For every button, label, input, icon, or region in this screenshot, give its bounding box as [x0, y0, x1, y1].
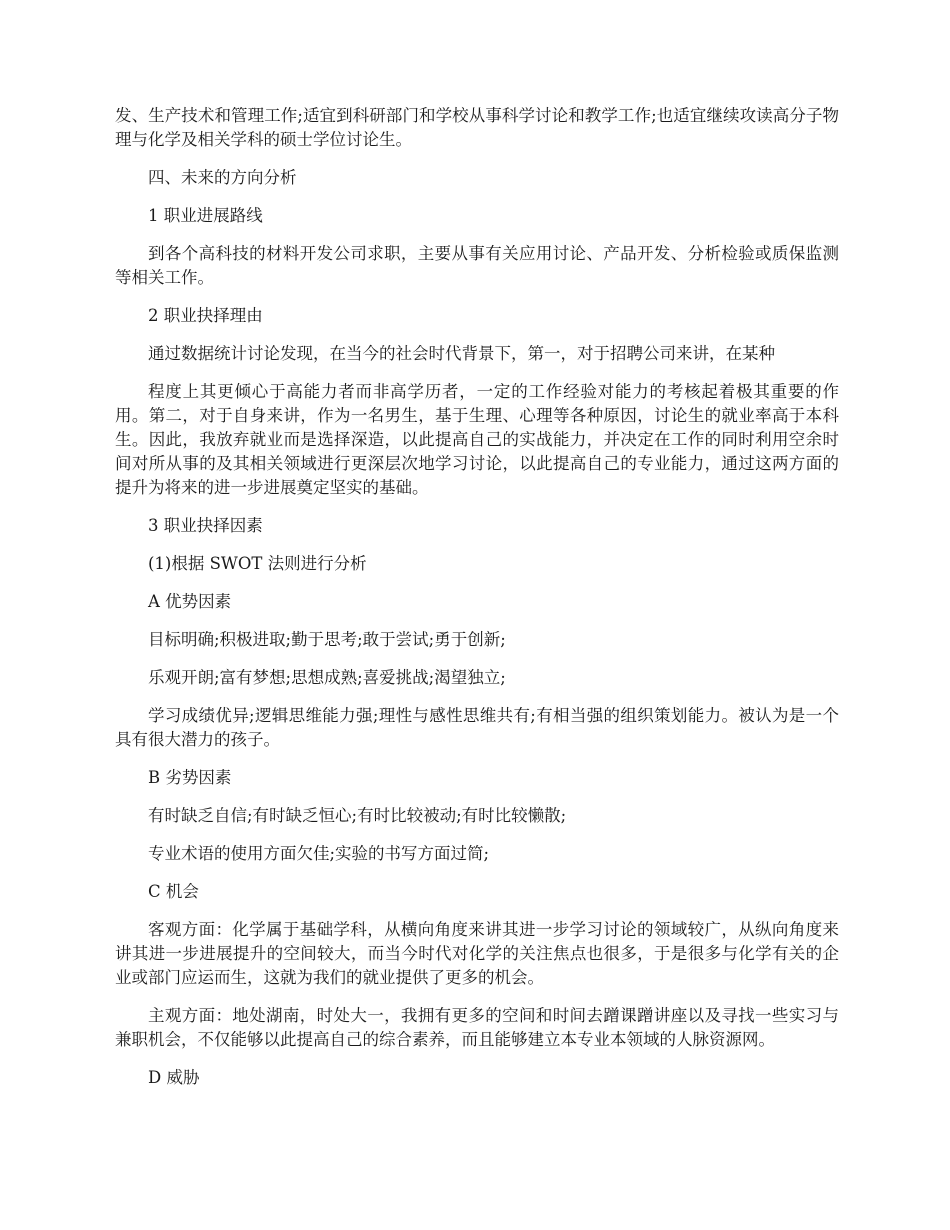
paragraph-continuation: 发、生产技术和管理工作;适宜到科研部门和学校从事科学讨论和教学工作;也适宜继续攻读高分子物理与化学及相关学科的硕士学位讨论生。: [115, 106, 839, 149]
paragraph-opportunities-subjective: 主观方面：地处湖南，时处大一，我拥有更多的空间和时间去蹭课蹭讲座以及寻找一些实习与兼职机会，不仅能够以此提高自己的综合素养，而且能够建立本专业本领域的人脉资源网。: [115, 1006, 839, 1049]
subheading-weaknesses: B 劣势因素: [148, 768, 232, 787]
subheading-career-reason: 2 职业抉择理由: [148, 306, 263, 325]
paragraph-weaknesses-2: 专业术语的使用方面欠佳;实验的书写方面过简;: [148, 844, 490, 863]
subheading-strengths: A 优势因素: [148, 592, 232, 611]
paragraph-career-path: 到各个高科技的材料开发公司求职，主要从事有关应用讨论、产品开发、分析检验或质保监测等相关工作。: [115, 244, 839, 287]
paragraph-opportunities-objective: 客观方面：化学属于基础学科，从横向角度来讲其进一步学习讨论的领域较广，从纵向角度来讲其进一步进展提升的空间较大，而当今时代对化学的关注焦点也很多，于是很多与化学有关的企业或部门应运而生，这就为我们的就业提供了更多的机会。: [115, 920, 839, 987]
paragraph-strengths-3: 学习成绩优异;逻辑思维能力强;理性与感性思维共有;有相当强的组织策划能力。被认为是一个具有很大潜力的孩子。: [115, 706, 839, 749]
subheading-swot: (1)根据 SWOT 法则进行分析: [148, 554, 367, 573]
subheading-opportunities: C 机会: [148, 882, 199, 901]
section-heading-future-direction: 四、未来的方向分析: [148, 168, 297, 187]
paragraph-career-reason-1: 通过数据统计讨论发现，在当今的社会时代背景下，第一，对于招聘公司来讲，在某种: [148, 344, 775, 363]
paragraph-strengths-1: 目标明确;积极进取;勤于思考;敢于尝试;勇于创新;: [148, 630, 506, 649]
subheading-career-factors: 3 职业抉择因素: [148, 516, 263, 535]
paragraph-weaknesses-1: 有时缺乏自信;有时缺乏恒心;有时比较被动;有时比较懒散;: [148, 806, 567, 825]
paragraph-strengths-2: 乐观开朗;富有梦想;思想成熟;喜爱挑战;渴望独立;: [148, 668, 506, 687]
paragraph-career-reason-2: 程度上其更倾心于高能力者而非高学历者，一定的工作经验对能力的考核起着极其重要的作用。第二，对于自身来讲，作为一名男生，基于生理、心理等各种原因，讨论生的就业率高于本科生。因此，我放弃就业而是选择深造，以此提高自己的实战能力，并决定在工作的同时利用空余时间对所从事的及其相关领域进行更深层次地学习讨论，以此提高自己的专业能力，通过这两方面的提升为将来的进一步进展奠定坚实的基础。: [115, 382, 839, 497]
document-body: [115, 104, 839, 1104]
subheading-career-path: 1 职业进展路线: [148, 206, 263, 225]
subheading-threats: D 威胁: [148, 1068, 200, 1087]
